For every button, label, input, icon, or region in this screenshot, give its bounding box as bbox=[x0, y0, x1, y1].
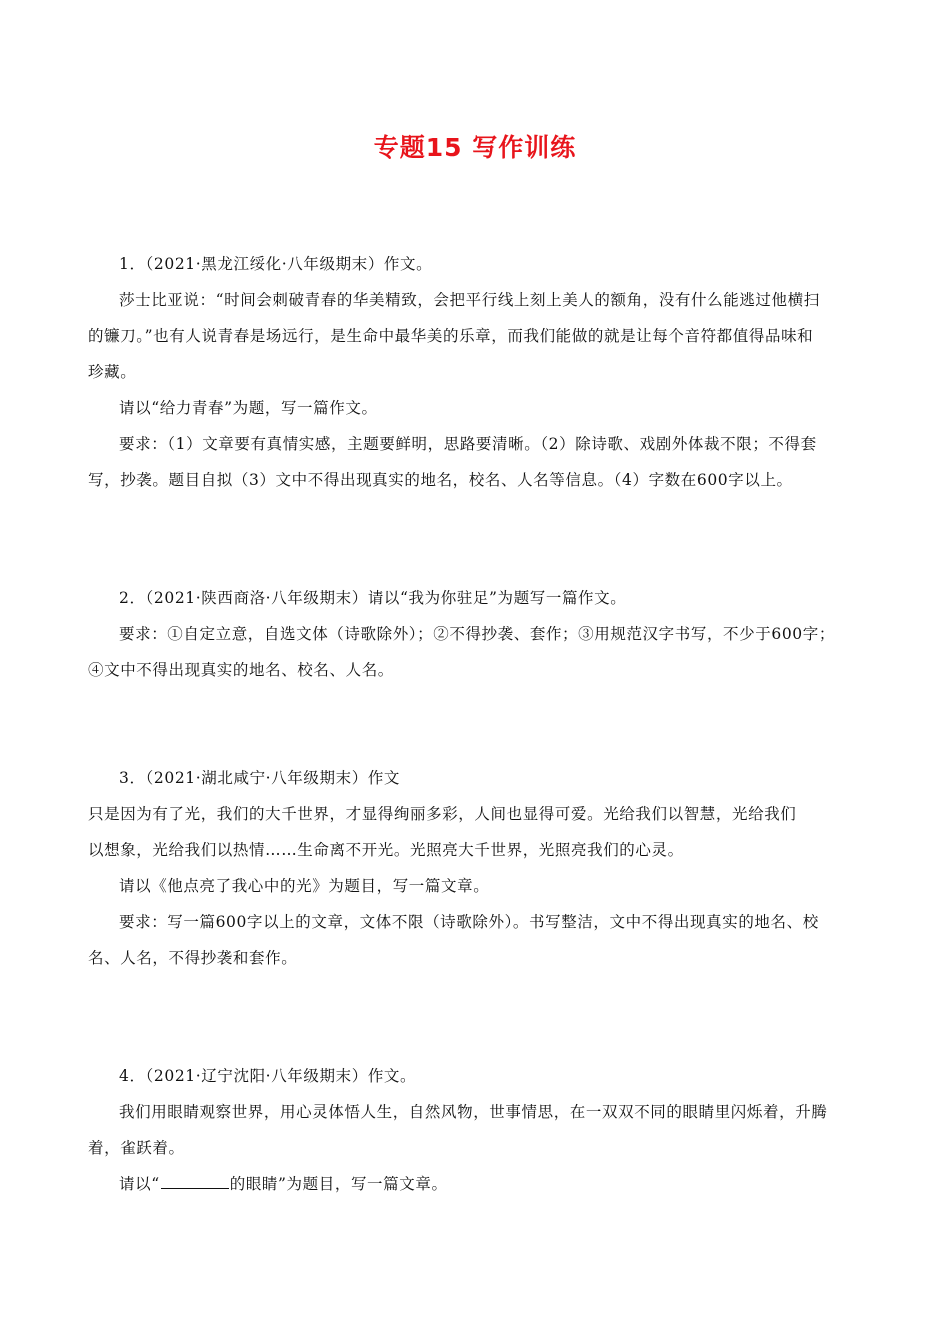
requirements-text: 名、人名，不得抄袭和套作。 bbox=[88, 949, 298, 967]
requirements-text: 要求：①自定立意，自选文体（诗歌除外）；②不得抄袭、套作；③用规范汉字书写，不少于600字； bbox=[119, 625, 835, 643]
material-text: 只是因为有了光，我们的大千世界，才显得绚丽多彩，人间也显得可爱。光给我们以智慧，光给我们 bbox=[88, 805, 797, 823]
question-heading: 3．（2021·湖北咸宁·八年级期末）作文 bbox=[119, 769, 401, 787]
question-4 bbox=[88, 1058, 864, 1202]
prompt-text: 请以《他点亮了我心中的光》为题目，写一篇文章。 bbox=[119, 877, 490, 895]
material-text: 珍藏。 bbox=[88, 363, 137, 381]
material-text: 以想象，光给我们以热情……生命离不开光。光照亮大千世界，光照亮我们的心灵。 bbox=[88, 841, 684, 859]
question-heading: 1．（2021·黑龙江绥化·八年级期末）作文。 bbox=[119, 255, 433, 273]
page-title: 专题15 写作训练 bbox=[373, 133, 577, 162]
prompt-text: 请以“给力青春”为题，写一篇作文。 bbox=[119, 399, 378, 417]
question-1 bbox=[88, 246, 864, 498]
requirements-text: 要求：（1）文章要有真情实感，主题要鲜明，思路要清晰。（2）除诗歌、戏剧外体裁不限；不得套 bbox=[119, 435, 817, 453]
prompt-after-blank: 的眼睛”为题目，写一篇文章。 bbox=[229, 1175, 448, 1193]
title-blank bbox=[161, 1174, 229, 1189]
question-heading: 2．（2021·陕西商洛·八年级期末）请以“我为你驻足”为题写一篇作文。 bbox=[119, 589, 627, 607]
prompt-before-blank: 请以“ bbox=[119, 1175, 160, 1193]
requirements-text: 要求：写一篇600字以上的文章，文体不限（诗歌除外）。书写整洁，文中不得出现真实的地名、校 bbox=[119, 913, 819, 931]
material-text: 着，雀跃着。 bbox=[88, 1139, 185, 1157]
requirements-text: ④文中不得出现真实的地名、校名、人名。 bbox=[88, 661, 394, 679]
prompt-text bbox=[88, 1166, 864, 1202]
material-text: 我们用眼睛观察世界，用心灵体悟人生，自然风物，世事情思，在一双双不同的眼睛里闪烁着，升腾 bbox=[119, 1103, 828, 1121]
question-3 bbox=[88, 760, 864, 976]
question-heading: 4．（2021·辽宁沈阳·八年级期末）作文。 bbox=[119, 1067, 417, 1085]
requirements-text: 写，抄袭。题目自拟（3）文中不得出现真实的地名，校名、人名等信息。（4）字数在600字以上。 bbox=[88, 471, 793, 489]
material-text: 的镰刀。”也有人说青春是场远行，是生命中最华美的乐章，而我们能做的就是让每个音符都值得品味和 bbox=[88, 327, 814, 345]
question-2 bbox=[88, 580, 864, 688]
material-text: 莎士比亚说：“时间会刺破青春的华美精致，会把平行线上刻上美人的额角，没有什么能逃过他横扫 bbox=[119, 291, 820, 309]
